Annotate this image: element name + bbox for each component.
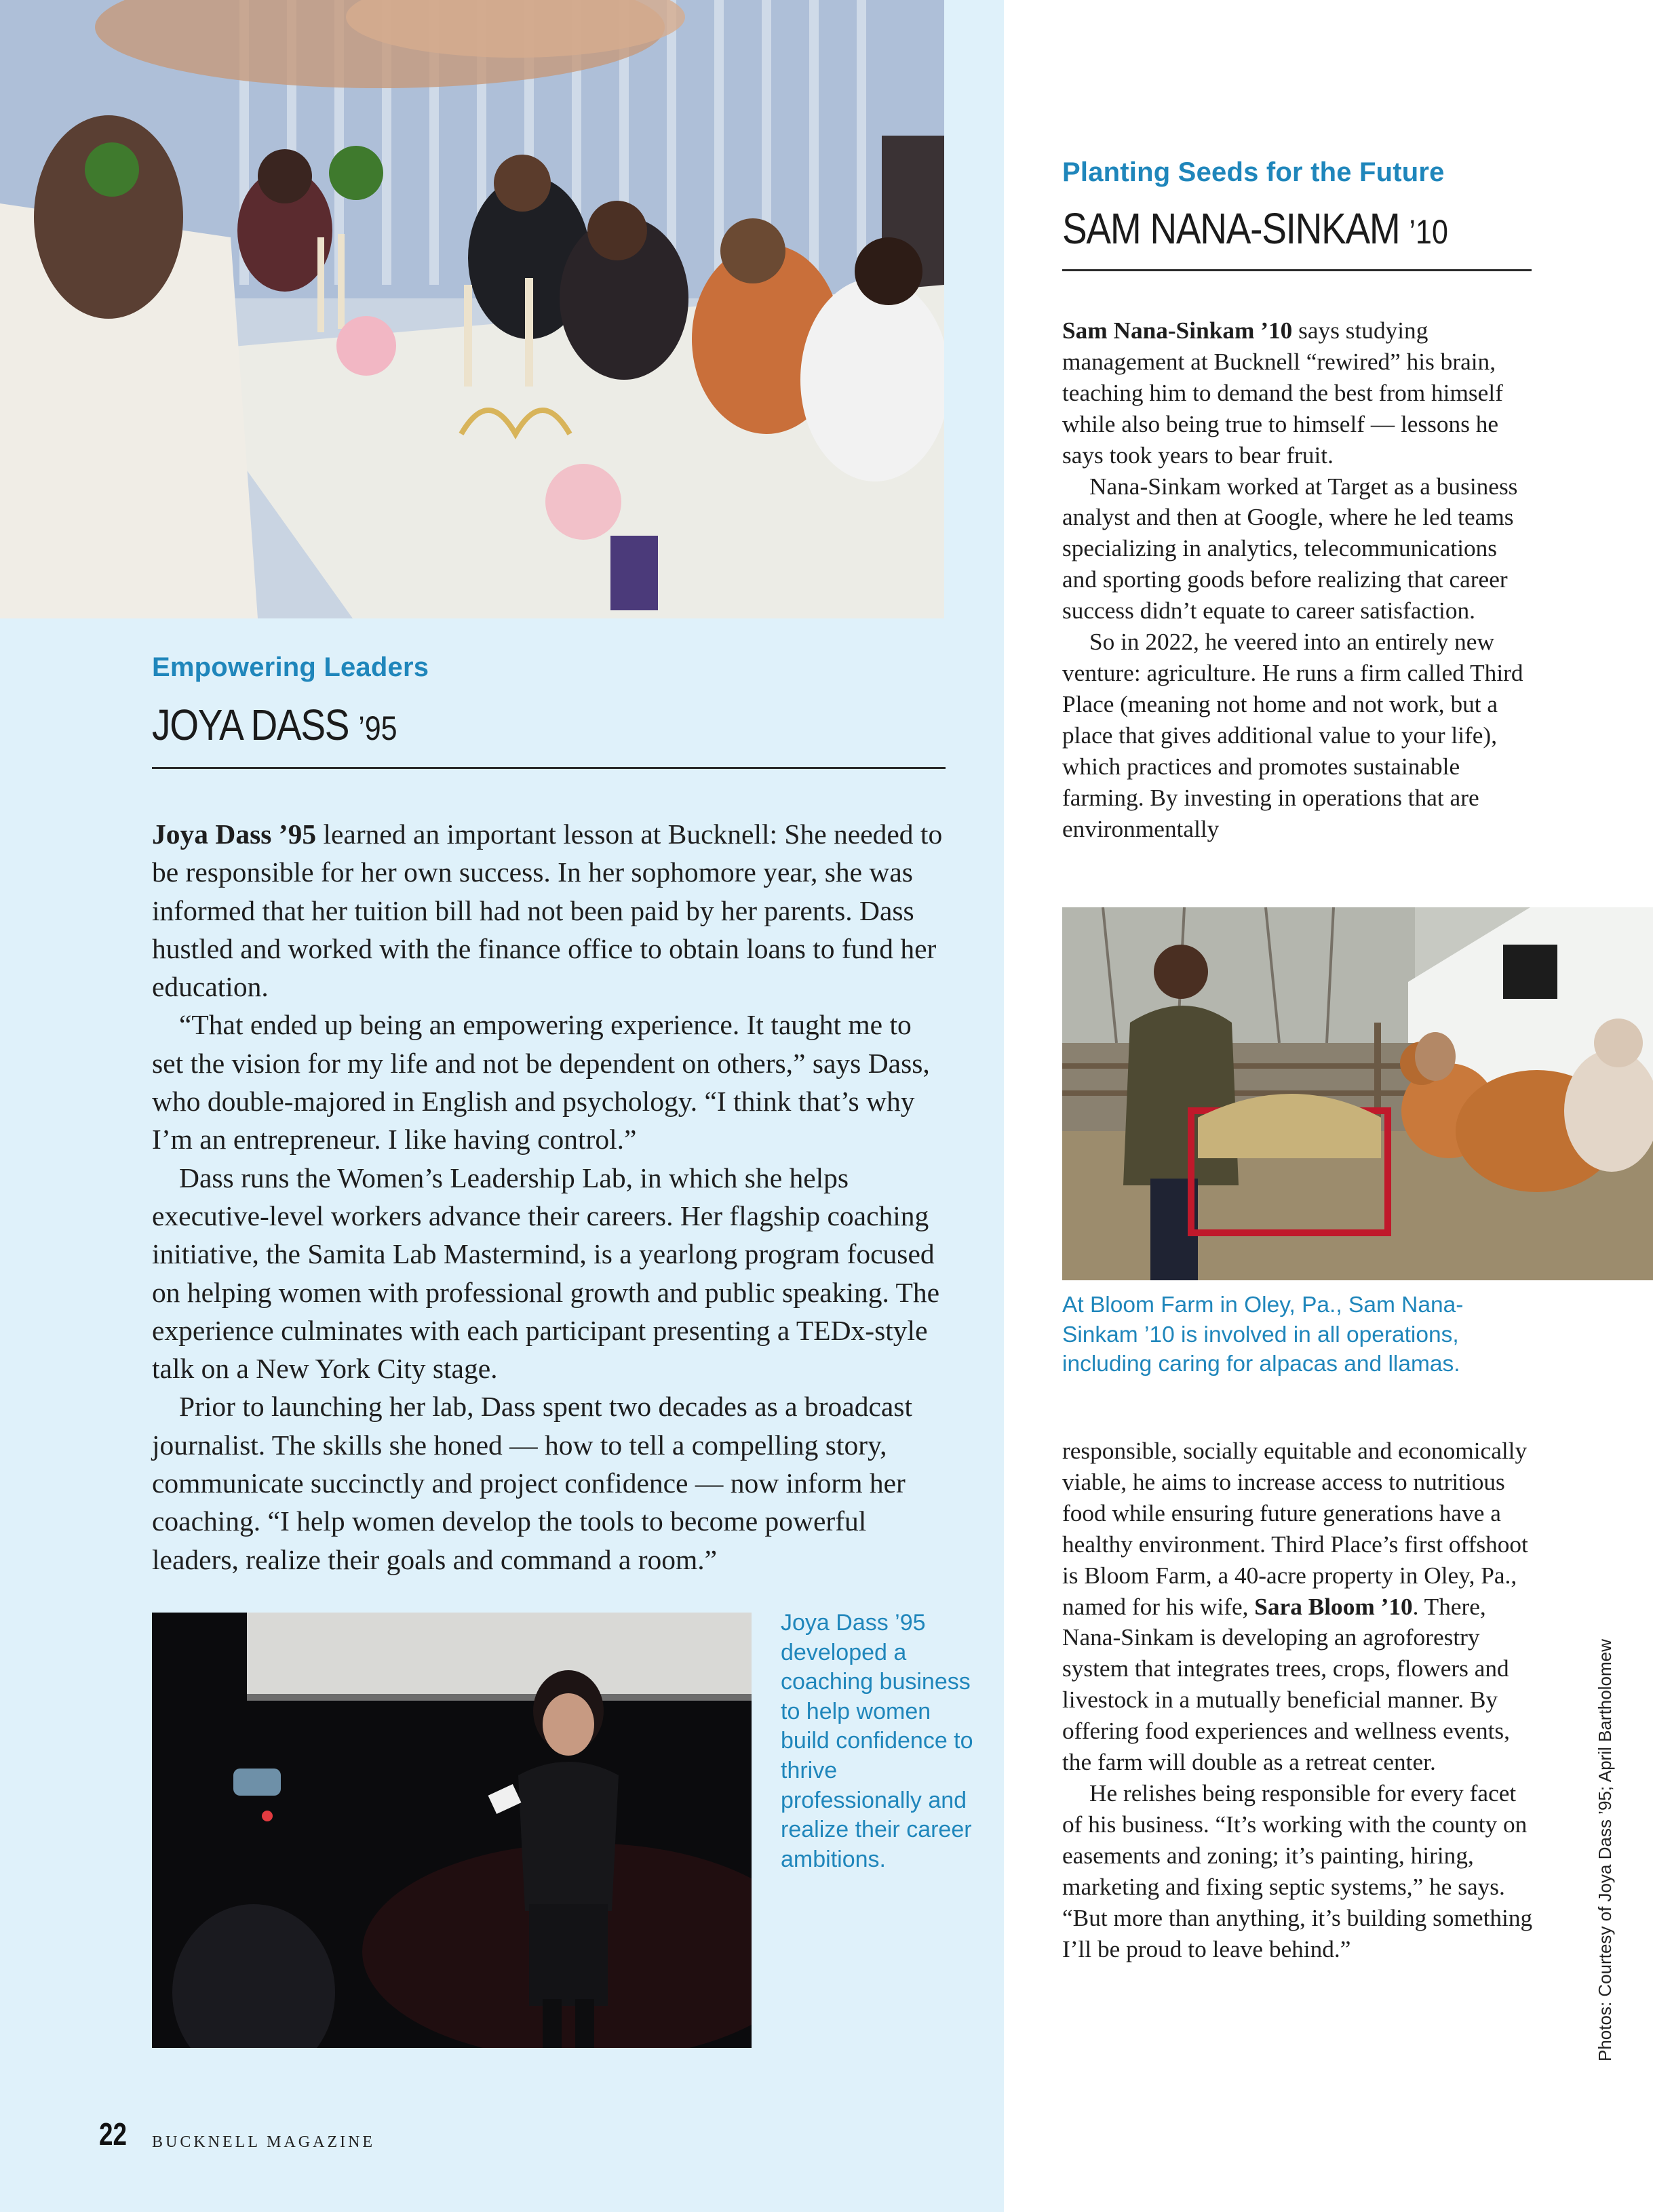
- left-class-year: ’95: [358, 709, 397, 747]
- right-paragraph-5: He relishes being responsible for every facet of his business. “It’s working with the county on easements and zoning; it’s painting, hiring, marketing and fixing septic systems,” he says. “But more than anything, it’s building something I’ll be proud to leave behind.”: [1062, 1779, 1533, 1962]
- left-name-text: JOYA DASS: [152, 700, 349, 749]
- left-lead-name: Joya Dass ’95: [152, 818, 317, 850]
- page-number: 22: [99, 2116, 127, 2152]
- right-paragraph-3: So in 2022, he veered into an entirely new venture: agriculture. He runs a firm called Third Place (meaning not home and not work, but a place that gives additional value to your life), which practices and promotes sustainable farming. By investing in operations that are environmentally: [1062, 629, 1523, 842]
- left-kicker: Empowering Leaders: [152, 652, 429, 682]
- photo-credit: Photos: Courtesy of Joya Dass ’95; April Bartholomew: [1595, 1639, 1615, 2061]
- right-title-rule: [1062, 269, 1532, 271]
- left-paragraph-4: Prior to launching her lab, Dass spent two decades as a broadcast journalist. The skills she honed — how to tell a compelling story, communicate succinctly and project confidence — now inform her coaching. “I help women develop the tools to become powerful leaders, realize their goals and command a room.”: [152, 1391, 912, 1575]
- right-lead-name: Sam Nana-Sinkam ’10: [1062, 317, 1293, 344]
- dinner-photo: [0, 0, 944, 618]
- farm-photo: [1062, 907, 1653, 1280]
- right-paragraph-4-text-b: . There, Nana-Sinkam is developing an agroforestry system that integrates trees, crops, flowers and livestock in a mutually beneficial manner. By offering food experiences and wellness events, the farm will double as a retreat center.: [1062, 1593, 1510, 1776]
- left-profile-name: [152, 700, 397, 750]
- left-title-rule: [152, 767, 946, 769]
- right-profile-name: [1062, 203, 1448, 254]
- left-paragraph-2: “That ended up being an empowering experience. It taught me to set the vision for my life and not be dependent on others,” says Dass, who double-majored in English and psychology. “I think that’s why I’m an entrepreneur. I like having control.”: [152, 1009, 930, 1156]
- right-paragraph-4-bold-name: Sara Bloom ’10: [1254, 1593, 1413, 1620]
- right-article-body-part2: [1062, 1436, 1537, 1964]
- right-paragraph-4: [1062, 1436, 1537, 1778]
- stage-photo: [152, 1613, 752, 2048]
- right-photo-caption: At Bloom Farm in Oley, Pa., Sam Nana-Sinkam ’10 is involved in all operations, including caring for alpacas and llamas.: [1062, 1292, 1464, 1377]
- right-kicker: Planting Seeds for the Future: [1062, 157, 1445, 187]
- left-photo-caption: Joya Dass ’95 developed a coaching business to help women build confidence to thrive professionally and realize their career ambitions.: [781, 1610, 973, 1872]
- magazine-name: BUCKNELL MAGAZINE: [152, 2133, 376, 2151]
- right-paragraph-1: [1062, 315, 1537, 471]
- right-name-text: SAM NANA-SINKAM: [1062, 204, 1400, 253]
- right-paragraph-1-text: says studying management at Bucknell “rewired” his brain, teaching him to demand the best from himself while also being true to himself — lessons he says took years to bear fruit.: [1062, 317, 1503, 469]
- left-paragraph-1: [152, 815, 946, 1006]
- left-paragraph-1-text: learned an important lesson at Bucknell: She needed to be responsible for her own success. In her sophomore year, she was informed that her tuition bill had not been paid by her parents. Dass hustled and worked with the finance office to obtain loans to fund her education.: [152, 818, 943, 1003]
- right-article-body-part1: [1062, 315, 1537, 844]
- left-paragraph-3: Dass runs the Women’s Leadership Lab, in which she helps executive-level workers advance their careers. Her flagship coaching initiative, the Samita Lab Mastermind, is a yearlong program focused on helping women with professional growth and public speaking. The experience culminates with each participant presenting a TEDx-style talk on a New York City stage.: [152, 1162, 940, 1385]
- right-paragraph-2: Nana-Sinkam worked at Target as a business analyst and then at Google, where he led teams specializing in analytics, telecommunications and sporting goods before realizing that career success didn’t equate to career satisfaction.: [1062, 473, 1518, 625]
- left-article-body: [152, 815, 946, 1579]
- right-class-year: ’10: [1409, 213, 1448, 251]
- right-paragraph-4-text-a: responsible, socially equitable and economically viable, he aims to increase access to nutritious food while ensuring future generations have a healthy environment. Third Place’s first offshoot is Bloom Farm, a 40-acre property in Oley, Pa., named for his wife,: [1062, 1438, 1528, 1620]
